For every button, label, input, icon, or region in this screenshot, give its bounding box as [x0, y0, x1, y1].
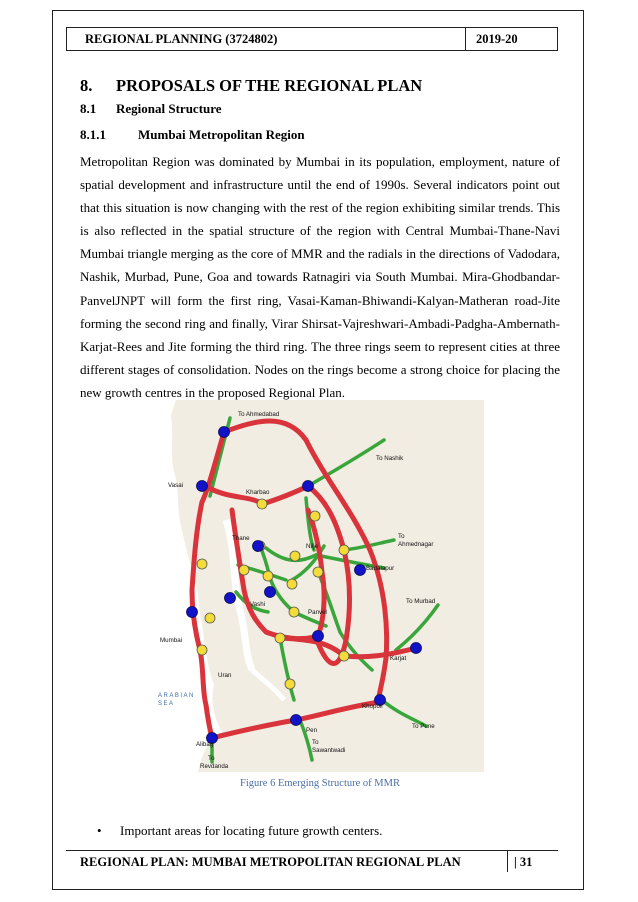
label-sawantwadi: Sawantwadi: [312, 747, 346, 754]
growth-node-minor: [197, 559, 207, 569]
label-thane: Thane: [232, 535, 250, 542]
section-title: PROPOSALS OF THE REGIONAL PLAN: [116, 76, 423, 95]
bullet-text: Important areas for locating future growth centers.: [120, 823, 383, 838]
mmr-structure-map: [156, 400, 484, 772]
growth-node-minor: [290, 551, 300, 561]
label-revdanda: Revdanda: [200, 763, 229, 770]
body-paragraph: Metropolitan Region was dominated by Mumbai in its population, employment, nature of spatial development and infrastructure until the end of 1990s. Several indicators point out that this situation is now changing with the rest of the region exhibiting similar trends. This is also reflected in the spatial structure of the region with Central Mumbai-Thane-Navi Mumbai triangle merging as the core of MMR and the radials in the directions of Vadodara, Nashik, Murbad, Pune, Goa and towards Ratnagiri via South Mumbai. Mira-Ghodbandar-PanvelJNPT will form the first ring, Vasai-Kaman-Bhiwandi-Kalyan-Matheran road-Jite forming the second ring and finally, Virar Shirsat-Vajreshwari-Ambadi-Padgha-Ambernath-Karjat-Rees and Jite forming the third ring. The three rings seem to represent cities at three different stages of consolidation. Nodes on the rings become a strong choice for placing the new growth centres in the proposed Regional Plan.: [80, 154, 560, 400]
growth-node-minor: [205, 613, 215, 623]
subsection-heading: [80, 101, 222, 117]
growth-node-minor: [313, 567, 323, 577]
footer-title: REGIONAL PLAN: MUMBAI METROPOLITAN REGIONAL PLAN: [66, 851, 508, 872]
label-ahmedabad: To Ahmedabad: [238, 411, 280, 418]
label-nilje: Nilje: [306, 543, 319, 550]
label-badalapur: Badalapur: [366, 565, 395, 572]
footer-page-number: | 31: [514, 855, 533, 869]
growth-node-major: [313, 631, 324, 642]
page-header: [66, 27, 558, 51]
label-sea-arabian: ARABIAN: [158, 693, 195, 699]
bullet-marker: •: [97, 823, 102, 838]
header-year: 2019-20: [476, 32, 518, 46]
growth-node-major: [219, 427, 230, 438]
label-kharbao: Kharbao: [246, 489, 270, 496]
growth-node-minor: [257, 499, 267, 509]
label-sea: SEA: [158, 701, 175, 707]
label-pune: To Pune: [412, 723, 435, 730]
label-alibag: Alibag: [196, 741, 214, 748]
section-heading: [80, 76, 422, 96]
growth-node-major: [303, 481, 314, 492]
subsection-title: Regional Structure: [116, 101, 222, 116]
label-mumbai: Mumbai: [160, 637, 183, 644]
label-khopoli: Khopoli: [362, 703, 383, 710]
growth-node-major: [253, 541, 264, 552]
growth-node-minor: [339, 651, 349, 661]
label-vasai: Vasai: [168, 482, 184, 489]
section-number: 8.: [80, 76, 93, 95]
growth-node-minor: [289, 607, 299, 617]
label-uran: Uran: [218, 672, 232, 679]
growth-node-minor: [287, 579, 297, 589]
growth-node-minor: [275, 633, 285, 643]
growth-node-major: [411, 643, 422, 654]
bullet-item: [97, 823, 382, 839]
growth-node-major: [291, 715, 302, 726]
label-to-revdanda: To: [208, 755, 215, 762]
label-karjat: Karjat: [390, 655, 407, 662]
label-panvel: Panvel: [308, 609, 327, 616]
page-footer: [66, 850, 558, 872]
growth-node-major: [197, 481, 208, 492]
growth-node-minor: [310, 511, 320, 521]
label-ahmednagar: Ahmednagar: [398, 541, 434, 548]
subsubsection-heading: [80, 127, 305, 143]
growth-node-minor: [197, 645, 207, 655]
subsection-number: 8.1: [80, 101, 97, 116]
label-nashik: To Nashik: [376, 455, 404, 462]
growth-node-major: [355, 565, 366, 576]
growth-node-minor: [263, 571, 273, 581]
label-pen: Pen: [306, 727, 318, 734]
growth-node-major: [265, 587, 276, 598]
growth-node-major: [225, 593, 236, 604]
subsubsection-title: Mumbai Metropolitan Region: [138, 127, 305, 142]
growth-node-minor: [239, 565, 249, 575]
subsubsection-number: 8.1.1: [80, 127, 106, 142]
figure-caption: Figure 6 Emerging Structure of MMR: [240, 778, 400, 789]
growth-node-minor: [285, 679, 295, 689]
label-vashi: Vashi: [250, 601, 266, 608]
label-to-sawantwadi: To: [312, 739, 319, 746]
label-to: To: [398, 533, 405, 540]
growth-node-major: [187, 607, 198, 618]
growth-node-minor: [339, 545, 349, 555]
header-course: REGIONAL PLANNING (3724802): [67, 28, 466, 50]
label-murbad: To Murbad: [406, 598, 436, 605]
